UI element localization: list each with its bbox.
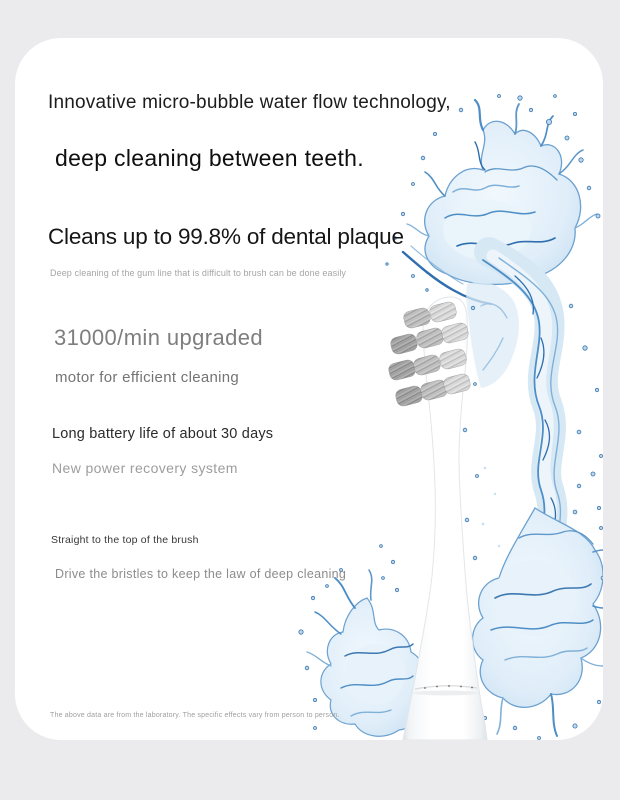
- product-illustration: [15, 38, 603, 740]
- headline-line-1: Innovative micro-bubble water flow technology,: [48, 92, 451, 113]
- motor-feature-title: 31000/min upgraded: [54, 325, 264, 350]
- plaque-feature-title: Cleans up to 99.8% of dental plaque: [48, 224, 404, 249]
- bristle-feature-subtitle: Drive the bristles to keep the law of deep cleaning: [55, 567, 347, 581]
- bristle-feature-title: Straight to the top of the brush: [51, 534, 199, 546]
- motor-feature-subtitle: motor for efficient cleaning: [55, 369, 240, 386]
- headline-line-2: deep cleaning between teeth.: [55, 145, 364, 171]
- disclaimer-text: The above data are from the laboratory. The specific effects vary from person to person.: [50, 712, 340, 719]
- battery-feature-subtitle: New power recovery system: [52, 460, 238, 476]
- product-card: [15, 38, 603, 740]
- battery-feature-title: Long battery life of about 30 days: [52, 426, 274, 442]
- plaque-feature-subtitle: Deep cleaning of the gum line that is difficult to brush can be done easily: [50, 268, 347, 278]
